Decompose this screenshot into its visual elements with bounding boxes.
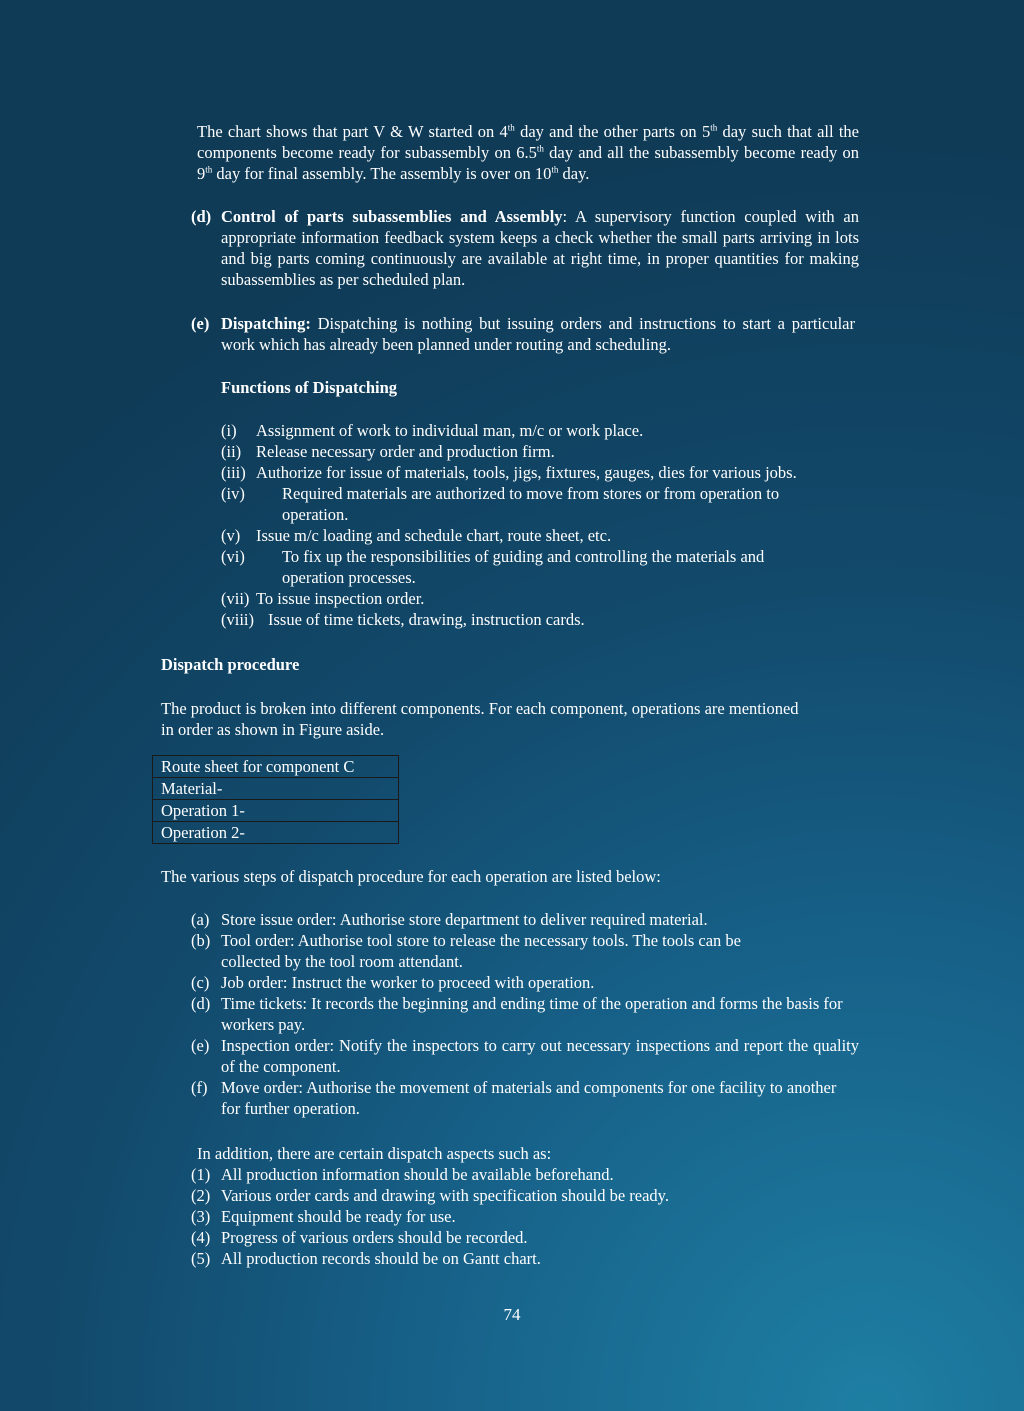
intro-text: day for final assembly. The assembly is over on 10 — [212, 164, 552, 183]
table-cell: Operation 1- — [153, 800, 399, 822]
list-item-number: (5) — [191, 1249, 211, 1268]
table-cell: Operation 2- — [153, 822, 399, 844]
list-item — [221, 525, 861, 546]
list-item-text: Assignment of work to individual man, m/c or work place. — [256, 421, 644, 440]
table-row — [153, 800, 399, 822]
list-item-number: (ii) — [221, 442, 242, 461]
list-item — [191, 993, 851, 1035]
list-item-text: To issue inspection order. — [256, 589, 425, 608]
section-e-text: Dispatching is nothing but issuing orders and instructions to start a particular work which has already been planned under routing and scheduling. — [221, 314, 855, 354]
dispatch-intro: The product is broken into different components. For each component, operations are mentioned in order as shown in Figure aside. — [161, 699, 799, 739]
list-item-text: Time tickets: It records the beginning and ending time of the operation and forms the basis for workers pay. — [221, 994, 843, 1034]
list-item-number: (2) — [191, 1186, 211, 1205]
section-d-label: (d) — [191, 207, 212, 226]
list-item — [221, 462, 861, 483]
section-e-paragraph — [221, 313, 855, 355]
intro-text: day and all the subassembly become ready on 9 — [197, 143, 859, 183]
list-item-number: (1) — [191, 1165, 211, 1184]
list-item-number: (e) — [191, 1036, 210, 1055]
list-item-number: (vi) — [221, 547, 245, 566]
list-item-number: (3) — [191, 1207, 211, 1226]
superscript: th — [205, 164, 213, 175]
list-item-text: All production records should be on Gantt chart. — [221, 1249, 541, 1268]
steps-intro: The various steps of dispatch procedure for each operation are listed below: — [161, 867, 661, 886]
list-item — [221, 546, 827, 588]
list-item-text: Various order cards and drawing with specification should be ready. — [221, 1186, 669, 1205]
section-d-title: Control of parts subassemblies and Assembly — [221, 207, 563, 226]
list-item-text: Authorize for issue of materials, tools, jigs, fixtures, gauges, dies for various jobs. — [256, 463, 797, 482]
superscript: th — [507, 122, 515, 133]
list-item-text: Equipment should be ready for use. — [221, 1207, 456, 1226]
list-item — [191, 1206, 851, 1227]
list-item-text: To fix up the responsibilities of guiding and controlling the materials and operation processes. — [282, 547, 765, 587]
list-item-text: Issue of time tickets, drawing, instruction cards. — [268, 610, 585, 629]
list-item-text: Job order: Instruct the worker to proceed with operation. — [221, 973, 595, 992]
intro-paragraph — [197, 121, 859, 184]
list-item-number: (v) — [221, 526, 241, 545]
list-item-number: (b) — [191, 931, 211, 950]
page-number: 74 — [503, 1305, 521, 1324]
list-item — [221, 483, 842, 525]
list-item-number: (iv) — [221, 484, 245, 503]
intro-text: The chart shows that part V & W started on 4 — [197, 122, 508, 141]
table-row — [153, 822, 399, 844]
list-item — [191, 1248, 851, 1269]
list-item-number: (vii) — [221, 589, 250, 608]
list-item — [191, 930, 801, 972]
list-item-text: Progress of various orders should be recorded. — [221, 1228, 528, 1247]
aspects-intro: In addition, there are certain dispatch aspects such as: — [197, 1144, 552, 1163]
list-item — [191, 1227, 851, 1248]
section-d-paragraph — [221, 206, 859, 290]
list-item — [221, 441, 861, 462]
functions-heading: Functions of Dispatching — [221, 378, 398, 397]
list-item — [191, 1077, 851, 1119]
list-item-text: Required materials are authorized to move from stores or from operation to operation. — [282, 484, 780, 524]
aspects-list — [191, 1164, 851, 1269]
table-row — [153, 756, 399, 778]
list-item-number: (i) — [221, 421, 237, 440]
list-item-text: Inspection order: Notify the inspectors to carry out necessary inspections and report the quality of the component. — [221, 1036, 859, 1076]
list-item — [221, 609, 861, 630]
list-item — [191, 1035, 859, 1077]
list-item-number: (c) — [191, 973, 210, 992]
section-e-label: (e) — [191, 314, 210, 333]
table-cell: Route sheet for component C — [153, 756, 399, 778]
list-item-text: Release necessary order and production firm. — [256, 442, 555, 461]
steps-list — [191, 909, 859, 1119]
functions-list — [221, 420, 861, 630]
list-item — [191, 1164, 851, 1185]
list-item-text: All production information should be available beforehand. — [221, 1165, 614, 1184]
list-item — [191, 1185, 851, 1206]
table-row — [153, 778, 399, 800]
superscript: th — [710, 122, 718, 133]
list-item-text: Tool order: Authorise tool store to release the necessary tools. The tools can be collected by the tool room attendant. — [221, 931, 741, 971]
list-item-number: (iii) — [221, 463, 246, 482]
section-e-title: Dispatching: — [221, 314, 311, 333]
list-item — [191, 909, 859, 930]
route-sheet-table — [152, 755, 399, 844]
intro-text: day. — [558, 164, 590, 183]
list-item-text: Issue m/c loading and schedule chart, route sheet, etc. — [256, 526, 612, 545]
list-item-text: Move order: Authorise the movement of materials and components for one facility to another for further operation. — [221, 1078, 837, 1118]
table-cell: Material- — [153, 778, 399, 800]
list-item — [191, 972, 859, 993]
superscript: th — [536, 143, 544, 154]
list-item — [221, 420, 861, 441]
list-item-number: (a) — [191, 910, 210, 929]
list-item-number: (f) — [191, 1078, 208, 1097]
intro-text: day such that all the components become ready for subassembly on 6.5 — [197, 122, 859, 162]
list-item-number: (4) — [191, 1228, 211, 1247]
superscript: th — [551, 164, 559, 175]
section-d-text: : A supervisory function coupled with an appropriate information feedback system keeps a check whether the small parts arriving in lots and big parts coming continuously are available at right time, in proper quantities for making subassemblies as per scheduled plan. — [221, 207, 859, 289]
list-item-number: (viii) — [221, 610, 254, 629]
list-item-number: (d) — [191, 994, 211, 1013]
intro-text: day and the other parts on 5 — [514, 122, 711, 141]
dispatch-heading: Dispatch procedure — [161, 655, 300, 674]
list-item — [221, 588, 861, 609]
list-item-text: Store issue order: Authorise store department to deliver required material. — [221, 910, 708, 929]
